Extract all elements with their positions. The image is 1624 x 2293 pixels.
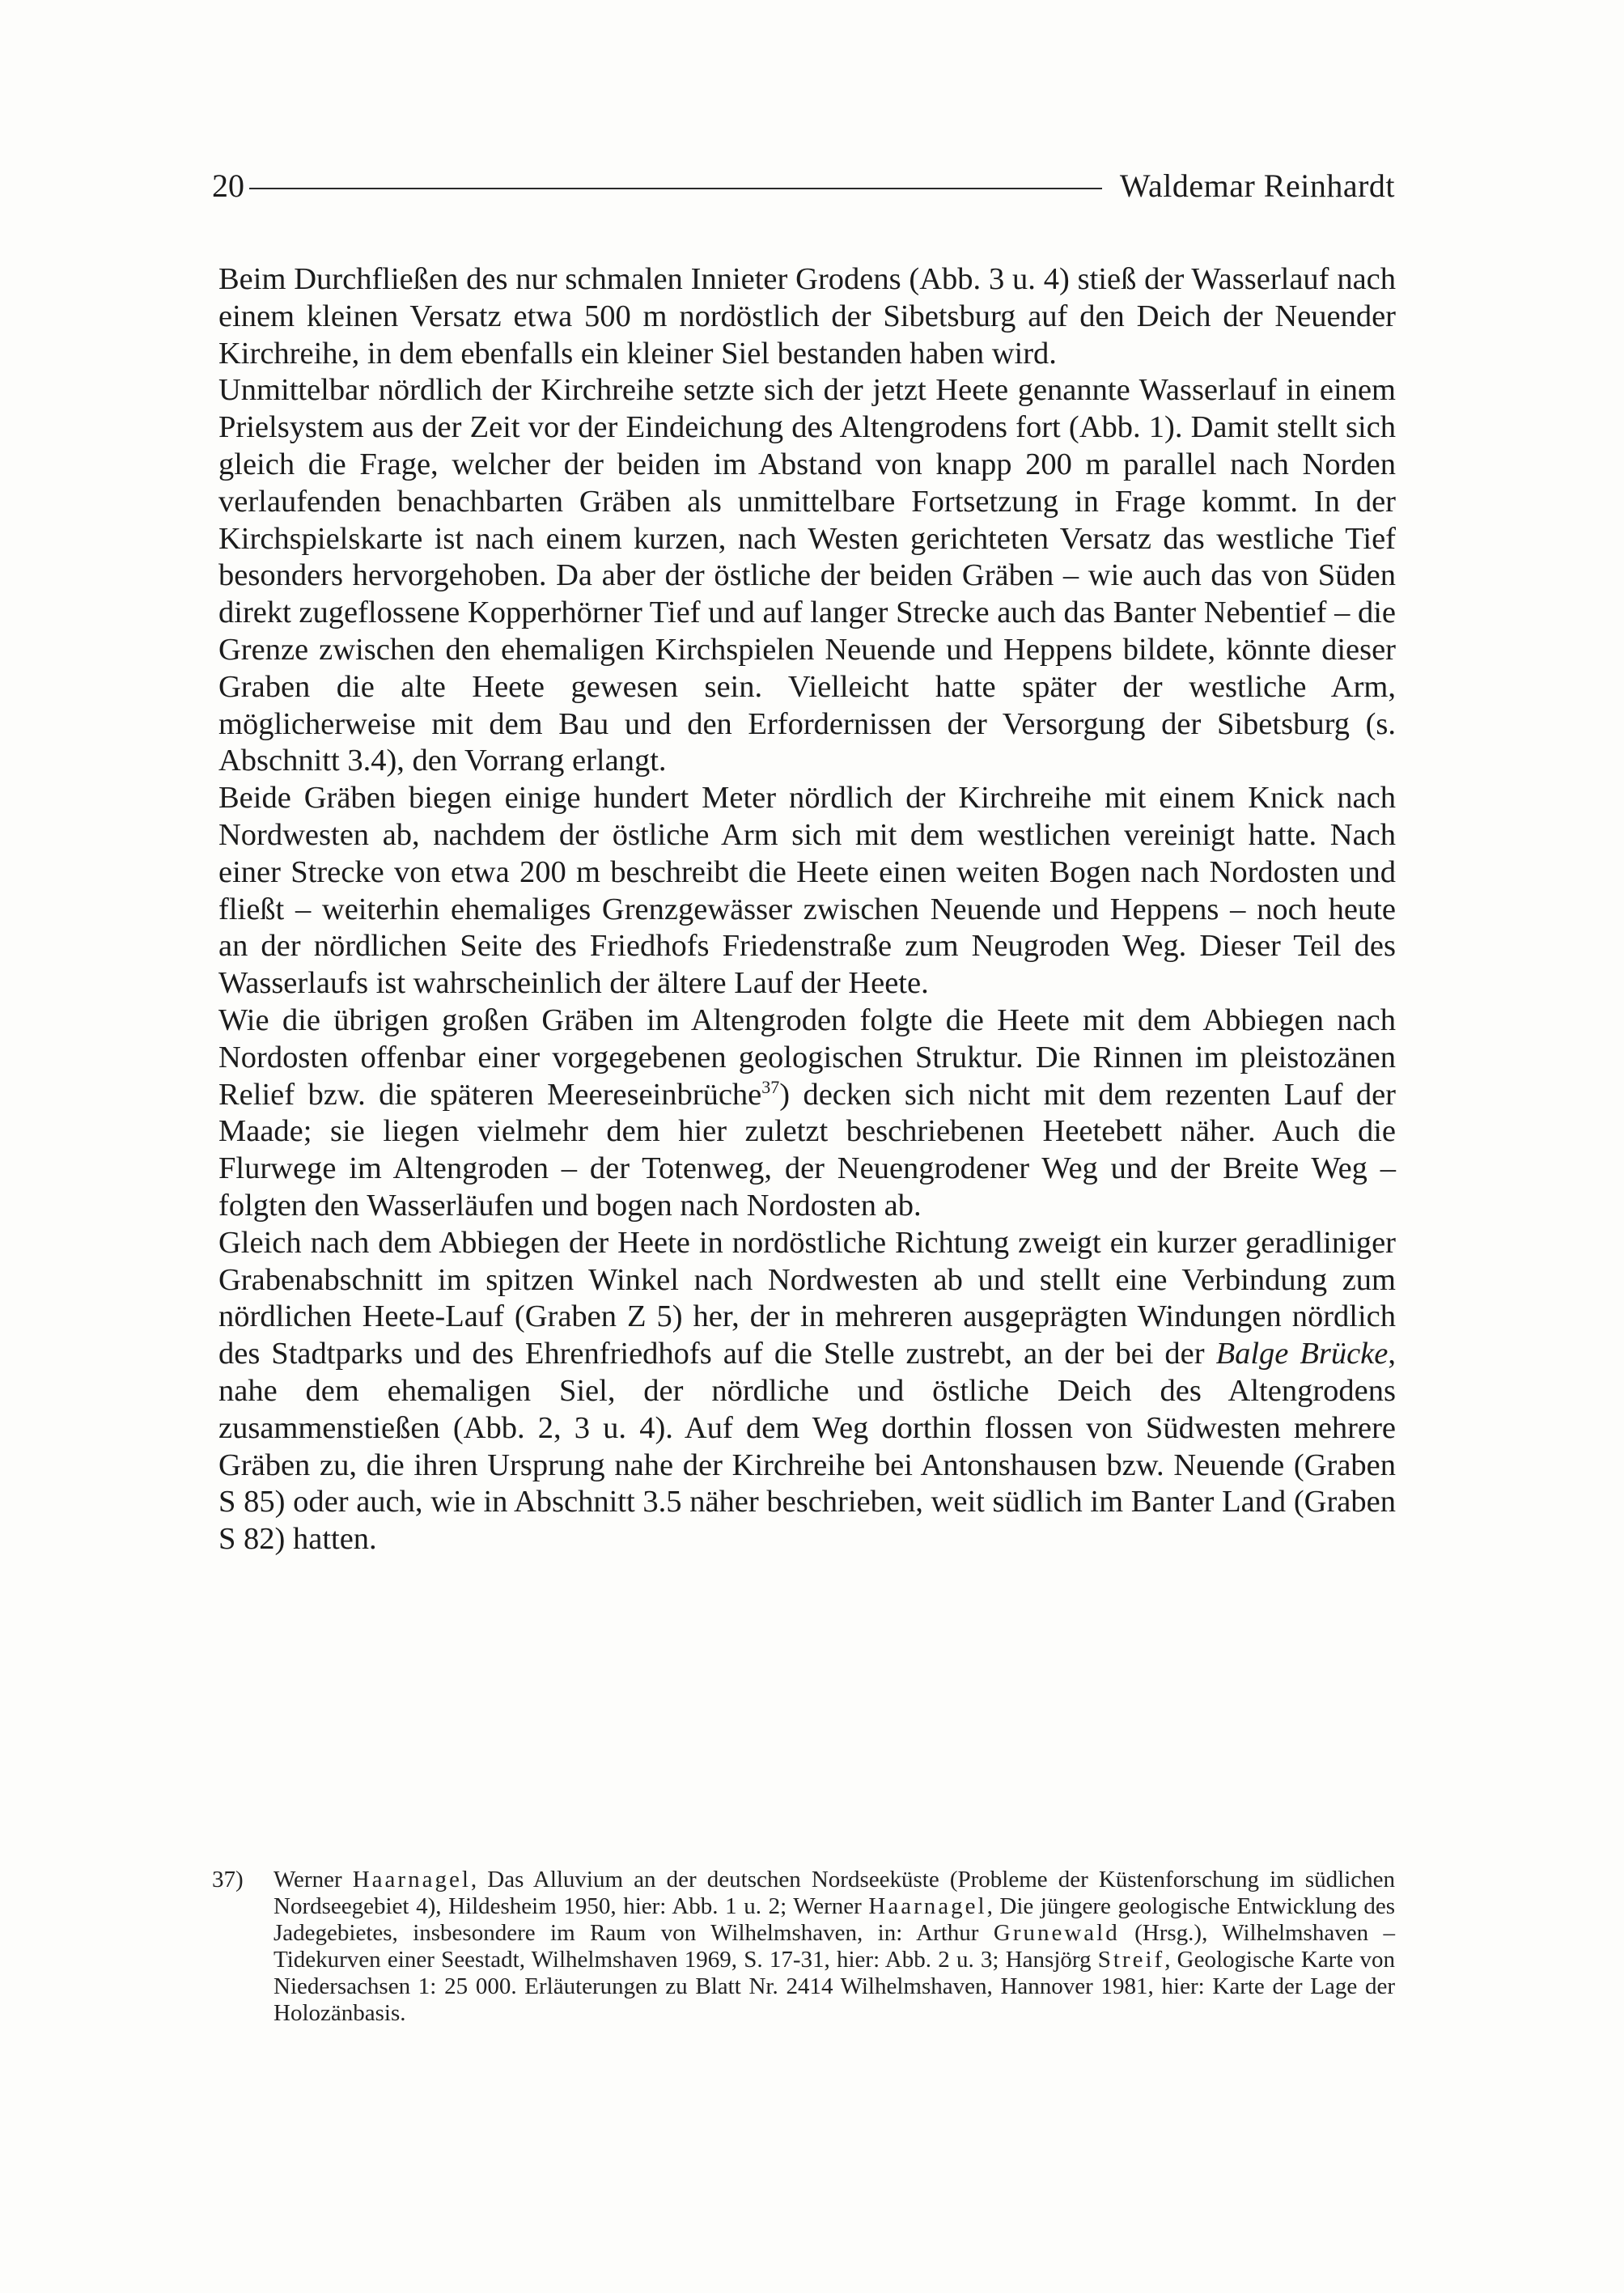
paragraph-4 — [218, 1002, 1396, 1225]
footnote-text-part: , Das Alluvium an der deutschen Nordseeküste (Probleme der Küstenforschung im südlichen Nordseegebiet 4), Hildesheim 1950, hier: Abb. 1 u. 2; Werner — [273, 1867, 1396, 1919]
paragraph-4-text-a: Wie die übrigen großen Gräben im Altengroden folgte die Heete mit dem Abbiegen nach Nordosten offenbar einer vorgegebenen geologischen Struktur. Die Rinnen im pleistozänen Relief bzw. die späteren Meereseinbrüche — [218, 1002, 1396, 1112]
footnote-text-part: Werner — [273, 1867, 353, 1892]
footnote — [212, 1867, 1395, 2027]
paragraph-5-text-b: , nahe dem ehemaligen Siel, der nördliche und östliche Deich des Altengrodens zusammenstießen (Abb. 2, 3 u. 4). Auf dem Weg dorthin flossen von Südwesten mehrere Gräben zu, die ihren Ursprung nahe der Kirchreihe bei Antonshausen bzw. Neuende (Graben S 85) oder auch, wie in Abschnitt 3.5 näher beschrieben, weit südlich im Banter Land (Graben S 82) hatten. — [218, 1337, 1396, 1557]
header-rule — [249, 188, 1102, 189]
paragraph-3: Beide Gräben biegen einige hundert Meter nördlich der Kirchreihe mit einem Knick nach Nordwesten ab, nachdem der östliche Arm sich mit dem westlichen vereinigt hatte. Nach einer Strecke von etwa 200 m beschreibt die Heete einen weiten Bogen nach Nordosten und fließt – weiterhin ehemaliges Grenzgewässer zwischen Neuende und Heppens – noch heute an der nördlichen Seite des Friedhofs Friedenstraße zum Neugroden Weg. Dieser Teil des Wasserlaufs ist wahrscheinlich der ältere Lauf der Heete. — [218, 781, 1396, 1001]
page-header — [212, 163, 1395, 209]
paragraph-2: Unmittelbar nördlich der Kirchreihe setzte sich der jetzt Heete genannte Wasserlauf in einem Prielsystem aus der Zeit vor der Eindeichung des Altengrodens fort (Abb. 1). Damit stellt sich gleich die Frage, welcher der beiden im Abstand von knapp 200 m parallel nach Norden verlaufenden benachbarten Gräben als unmittelbare Fortsetzung in Frage kommt. In der Kirchspielskarte ist nach einem kurzen, nach Westen gerichteten Versatz das westliche Tief besonders hervorgehoben. Da aber der östliche der beiden Gräben – wie auch das von Süden direkt zugeflossene Kopperhörner Tief und auf langer Strecke auch das Banter Nebentief – die Grenze zwischen den ehemaligen Kirchspielen Neuende und Heppens bildete, könnte dieser Graben die alte Heete gewesen sein. Vielleicht hatte später der westliche Arm, möglicherweise mit dem Bau und den Erfordernissen der Versorgung der Sibetsburg (s. Abschnitt 3.4), den Vorrang erlangt. — [218, 373, 1397, 778]
author-surname: Haarnagel — [352, 1867, 471, 1892]
place-name-italic: Balge Brücke — [1215, 1337, 1389, 1371]
footnote-text-part: , Die jüngere geologische Entwicklung des Jadegebietes, insbesondere im Raum von Wilhelmshaven, in: Arthur — [273, 1893, 1395, 1946]
footnote-text-part: (Hrsg.), Wilhelmshaven – Tidekurven einer Seestadt, Wilhelmshaven 1969, S. 17-31, hier: Abb. 2 u. 3; Hansjörg — [273, 1920, 1396, 1973]
paragraph-5 — [218, 1225, 1396, 1558]
paragraph-5-text-a: Gleich nach dem Abbiegen der Heete in nordöstliche Richtung zweigt ein kurzer geradliniger Grabenabschnitt im spitzen Winkel nach Nordwesten ab und stellt eine Verbindung zum nördlichen Heete-Lauf (Graben Z 5) her, der in mehreren ausgeprägten Windungen nördlich des Stadtparks und des Ehrenfriedhofs auf die Stelle zustrebt, an der bei der — [218, 1225, 1396, 1371]
author-surname: Haarnagel — [868, 1893, 987, 1919]
body-text — [218, 261, 1396, 1558]
author-surname: Grunewald — [993, 1920, 1120, 1946]
footnote-text — [273, 1867, 1395, 2027]
paragraph-4-text-b: ) decken sich nicht mit dem rezenten Lauf der Maade; sie liegen vielmehr dem hier zuletzt beschriebenen Heetebett näher. Auch die Flurwege im Altengroden – der Totenweg, der Neuengrodener Weg und der Breite Weg – folgten den Wasserläufen und bogen nach Nordosten ab. — [218, 1077, 1397, 1223]
footnote-reference[interactable]: 37 — [761, 1076, 780, 1097]
page-number: 20 — [212, 167, 244, 204]
footnote-text-part: , Geologische Karte von Niedersachsen 1: 25 000. Erläuterungen zu Blatt Nr. 2414 Wilhelmshaven, Hannover 1981, hier: Karte der Lage der Holozänbasis. — [273, 1947, 1396, 2026]
author-surname: Streif — [1097, 1947, 1165, 1973]
running-head: Waldemar Reinhardt — [1119, 167, 1395, 204]
paragraph-1: Beim Durchfließen des nur schmalen Innieter Grodens (Abb. 3 u. 4) stieß der Wasserlauf nach einem kleinen Versatz etwa 500 m nordöstlich der Sibetsburg auf den Deich der Neuender Kirchreihe, in dem ebenfalls ein kleiner Siel bestanden haben wird. — [218, 262, 1396, 371]
footnote-marker: 37) — [212, 1867, 244, 1892]
